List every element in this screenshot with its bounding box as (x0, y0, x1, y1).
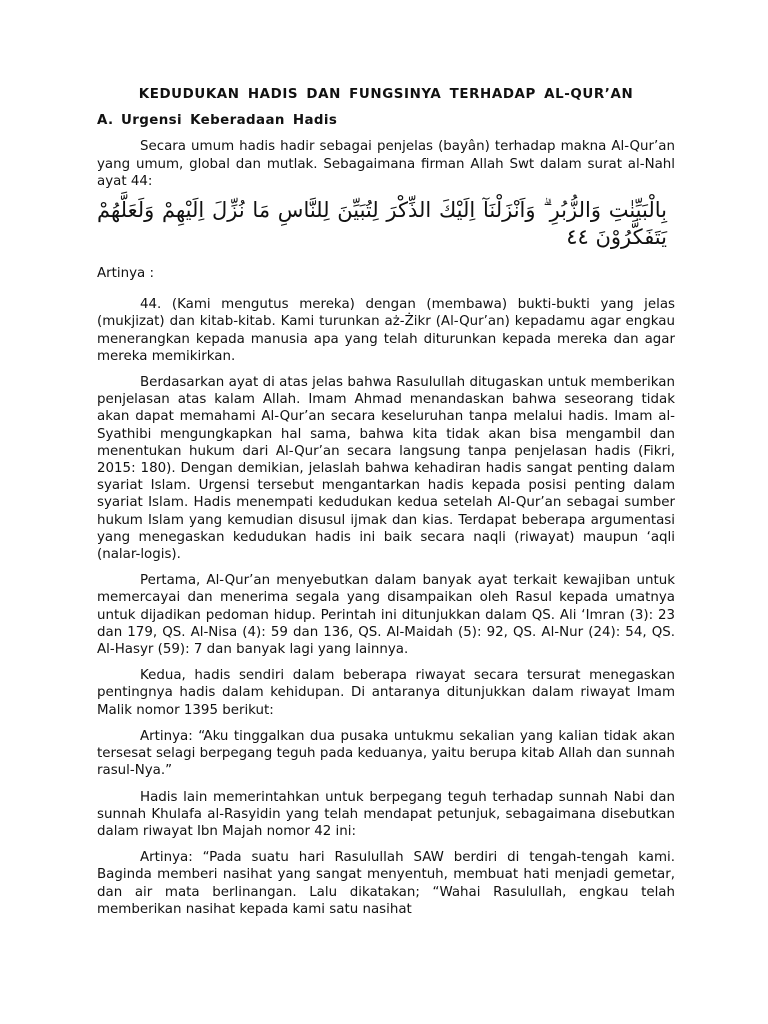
paragraph-hadith-malik: Artinya: “Aku tinggalkan dua pusaka untukmu sekalian yang kalian tidak akan tersesat selagi berpegang teguh pada keduanya, yaitu berupa kitab Allah dan sunnah rasul-Nya.” (97, 728, 675, 779)
paragraph-hadith-other: Hadis lain memerintahkan untuk berpegang teguh terhadap sunnah Nabi dan sunnah Khulafa al-Rasyidin yang telah mendapat petunjuk, sebagaimana disebutkan dalam riwayat Ibn Majah nomor 42 ini: (97, 789, 675, 839)
arabic-verse: بِالْبَيِّنٰتِ وَالزُّبُرِ ۗ وَاَنْزَلْنَآ اِلَيْكَ الذِّكْرَ لِتُبَيِّنَ لِلنَّاسِ مَا نُزِّلَ اِلَيْهِمْ وَلَعَلَّهُمْ يَتَفَكَّرُوْنَ ٤٤ (97, 198, 667, 250)
section-heading (97, 112, 675, 129)
section-label: Urgensi Keberadaan Hadis (121, 113, 338, 129)
paragraph-explanation: Berdasarkan ayat di atas jelas bahwa Rasulullah ditugaskan untuk memberikan penjelasan atas kalam Allah. Imam Ahmad menandaskan bahwa seseorang tidak akan dapat memahami Al-Qur’an secara keseluruhan tanpa melalui hadis. Imam al-Syathibi mengungkapkan hal sama, bahwa kita tidak akan bisa mengambil dan menentukan hukum dari Al-Qur’an secara langsung tanpa penjelasan hadis (Fikri, 2015: 180). Dengan demikian, jelaslah bahwa kehadiran hadis sangat penting dalam syariat Islam. Urgensi tersebut mengantarkan hadis kepada posisi penting dalam syariat Islam. Hadis menempati kedudukan kedua setelah Al-Qur’an sebagai sumber hukum Islam yang kemudian disusul ijmak dan kias. Terdapat beberapa argumentasi yang menegaskan kedudukan hadis ini baik secara naqli (riwayat) maupun ‘aqli (nalar-logis). (97, 375, 675, 563)
paragraph-pertama: Pertama, Al-Qur’an menyebutkan dalam banyak ayat terkait kewajiban untuk memercayai dan menerima segala yang disampaikan oleh Rasul kepada umatnya untuk dijadikan pedoman hidup. Perintah ini ditunjukkan dalam QS. Ali ‘Imran (3): 23 dan 179, QS. Al-Nisa (4): 59 dan 136, QS. Al-Maidah (5): 92, QS. Al-Nur (24): 54, QS. Al-Hasyr (59): 7 dan banyak lagi yang lainnya. (97, 573, 675, 658)
paragraph-intro: Secara umum hadis hadir sebagai penjelas (bayân) terhadap makna Al-Qur’an yang umum, global dan mutlak. Sebagaimana firman Allah Swt dalam surat al-Nahl ayat 44: (97, 139, 675, 189)
document-title: KEDUDUKAN HADIS DAN FUNGSINYA TERHADAP AL-QUR’AN (138, 87, 634, 102)
section-number: A. (97, 113, 114, 129)
paragraph-translation: 44. (Kami mengutus mereka) dengan (membawa) bukti-bukti yang jelas (mukjizat) dan kitab-kitab. Kami turunkan aż-Żikr (Al-Qur’an) kepadamu agar engkau menerangkan kepada manusia apa yang telah diturunkan kepada mereka dan agar mereka memikirkan. (97, 297, 675, 364)
paragraph-kedua: Kedua, hadis sendiri dalam beberapa riwayat secara tersurat menegaskan pentingnya hadis dalam kehidupan. Di antaranya ditunjukkan dalam riwayat Imam Malik nomor 1395 berikut: (97, 668, 675, 718)
artinya-label: Artinya : (97, 266, 155, 282)
document-page (97, 86, 675, 927)
paragraph-hadith-majah: Artinya: “Pada suatu hari Rasulullah SAW berdiri di tengah-tengah kami. Baginda memberi nasihat yang sangat menyentuh, membuat hati menjadi gemetar, dan air mata berlinangan. Lalu dikatakan; “Wahai Rasulullah, engkau telah memberikan nasihat kepada kami satu nasihat (97, 850, 675, 917)
